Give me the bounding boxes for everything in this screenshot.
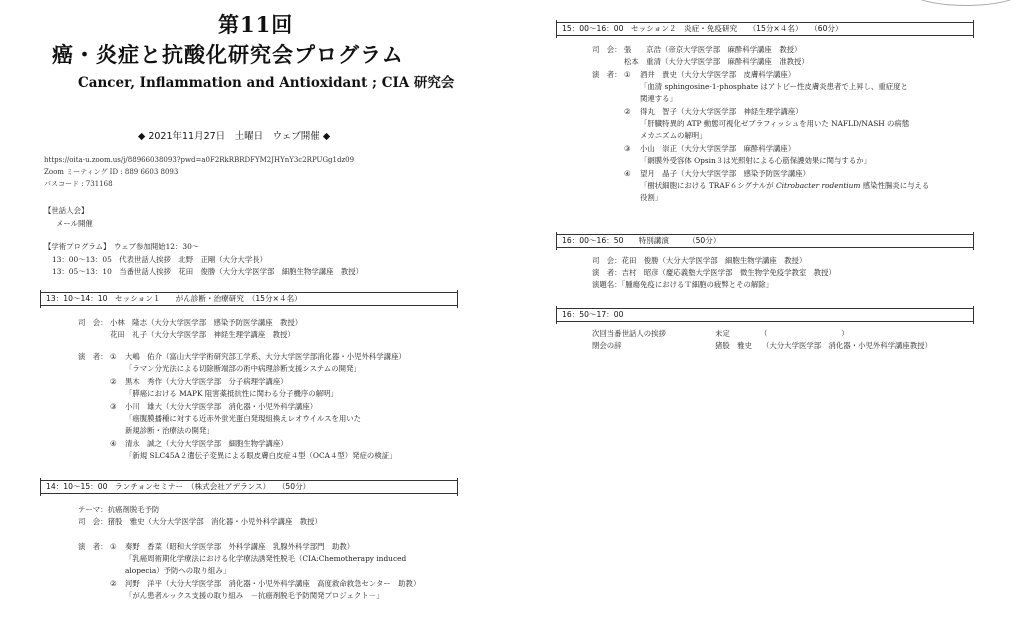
session1-talk-num: ③ [110, 402, 117, 411]
session1-chair-2: 花田 礼子（大分大学医学部 神経生理学講座 教授） [110, 330, 295, 339]
lunch-talk-speaker: 奏野 香菜（昭和大学医学部 外科学講座 乳腺外科学部門 助教） [125, 542, 355, 551]
session2-chair-label: 司 会： [592, 45, 622, 54]
session2-talk-title [640, 182, 929, 189]
lunch-chair: 司 会：猪股 雅史（大分大学医学部 消化器・小児外科学講座 教授） [78, 517, 322, 526]
session1-talk-num: ② [110, 377, 117, 386]
session1-bar-label: 13：10～14：10 セッション１ がん診断・治療研究 （15分×４名） [46, 294, 302, 303]
session1-talk-title: 「癌腹膜播種に対する近赤外蛍光蛋白発現組換えレオウイルスを用いた [125, 414, 362, 423]
zoom-url-link[interactable]: https://oita-u.zoom.us/j/88966038093?pwd=a0F2RkRBRDFYM2JHYnY3c2RPUGg1dz09 [44, 156, 355, 164]
lunch-talk-num: ① [110, 542, 117, 551]
session1-talk-title-cont: 新規診断・治療法の開発」 [125, 426, 214, 435]
page-title: 癌・炎症と抗酸化研究会プログラム [52, 42, 404, 67]
session2-talk-num: ③ [624, 144, 631, 153]
zoom-passcode: パスコード : 731168 [44, 180, 113, 188]
page-subtitle: Cancer, Inflammation and Antioxidant ; CIA 研究会 [78, 75, 455, 91]
session1-talk-title: 「ラマン分光法による切除断端部の術中病理診断支援システムの開発」 [125, 364, 361, 373]
program-heading: 【学術プログラム】 ウェブ参加開始12：30～ [44, 242, 200, 251]
session2-talk-title-part: 「樹状細胞における TRAF６シグナルが [640, 181, 777, 190]
session2-talk-num: ④ [624, 169, 631, 178]
session2-bar [556, 22, 974, 36]
lunch-talk-title: 「がん患者ルックス支援の取り組み －抗癌剤脱毛予防関発プロジェクト－」 [125, 591, 384, 600]
session2-talk-speaker: 望月 晶子（大分大学医学部 感染予防医学講座） [640, 169, 810, 178]
lunch-theme: テーマ：抗癌剤脱毛予防 [78, 505, 160, 514]
session1-speaker-label: 演 者： [78, 352, 108, 361]
zoom-meeting-id: Zoom ミーティング ID : 889 6603 8093 [44, 168, 179, 176]
session2-talk-title-part: 感染性腸炎に与える [860, 181, 930, 190]
session2-bar-label: 15：00～16：00 セッション２ 炎症・免疫研究 （15分×４名） （60分） [562, 24, 843, 33]
session1-chair-label: 司 会： [78, 318, 108, 327]
session1-talk-num: ① [110, 352, 117, 361]
special-speaker: 演 者：吉村 昭彦（慶応義塾大学医学部 微生物学免疫学教室 教授） [592, 268, 836, 277]
session2-talk-num: ② [624, 107, 631, 116]
session2-talk-num: ① [624, 70, 631, 79]
lunch-talk-title: 「乳癌周術期化学療法における化学療法誘発性脱毛（CIA:Chemotherapy induced [125, 554, 407, 563]
session2-chair-2: 松本 重清（大分大学医学部 麻酔科学講座 准教授） [624, 57, 809, 66]
session2-talk-speaker: 小山 崇正（大分大学医学部 麻酔科学講座） [640, 144, 796, 153]
opening-remark-1: 13：00～13：05 代表世話人挨拶 北野 正剛（大分大学長） [52, 255, 267, 264]
special-chair: 司 会：花田 俊勝（大分大学医学部 細胞生物学講座 教授） [592, 256, 807, 265]
session1-talk-title: 「膵癌における MAPK 阻害薬抵抗性に関わる分子機序の解明」 [125, 389, 338, 398]
session1-talk-speaker: 小川 雄大（大分大学医学部 消化器・小児外科学講座） [125, 402, 318, 411]
session2-talk-speaker: 酒井 貴史（大分大学医学部 皮膚科学講座） [640, 70, 796, 79]
special-topic: 演題名：「腫瘍免疫におけるＴ細胞の疲弊とその解除」 [592, 280, 774, 289]
session2-talk-title-cont: 関連する」 [640, 94, 677, 103]
special-bar [556, 234, 974, 248]
lunch-talk-speaker: 河野 洋平（大分大学医学部 消化器・小児外科学講座 高度救命救急センター 助教） [125, 579, 421, 588]
session2-talk-title: 「血清 sphingosine-1-phosphate はアトピー性皮膚炎患者で上昇し、重症度と [640, 82, 908, 91]
closing-bar [556, 308, 974, 322]
event-date: ◆ 2021年11月27日 土曜日 ウェブ開催 ◆ [138, 131, 331, 142]
session1-talk-title: 「新規 SLC45A２遺伝子変異による眼皮膚白皮症４型（OCA４型）発症の検証」 [125, 451, 397, 460]
opening-remark-2: 13：05～13：10 当番世話人挨拶 花田 俊勝（大分大学医学部 細胞生物学講座 教授） [52, 267, 364, 276]
sewanin-heading: 【世話人会】 [44, 206, 89, 215]
session2-talk-title-cont: メカニズムの解明」 [640, 131, 707, 140]
session1-talk-num: ④ [110, 439, 117, 448]
session2-speaker-label: 演 者： [592, 70, 622, 79]
decorative-arc [905, 0, 1024, 6]
session2-talk-title-species: Citrobacter rodentium [776, 181, 861, 190]
lunch-talk-num: ② [110, 579, 117, 588]
session2-talk-title: 「網膜外受容体 Opsin３は光照射による心筋保護効果に関与するか」 [640, 156, 871, 165]
closing-next-host-label: 次回当番世話人の挨拶 [592, 329, 666, 338]
session1-talk-speaker: 大嶋 佑介（富山大学学術研究部工学系、大分大学医学部消化器・小児外科学講座） [125, 352, 406, 361]
closing-next-host-name: 未定 [715, 329, 730, 338]
closing-remarks-name: 猪股 雅史 [715, 341, 752, 350]
session2-talk-speaker: 得丸 智子（大分大学医学部 神経生理学講座） [640, 107, 803, 116]
session2-talk-title: 「肝臓特異的 ATP 動態可視化ゼブラフィッシュを用いた NAFLD/NASH の病態 [640, 119, 910, 128]
lunch-speaker-label: 演 者： [78, 542, 108, 551]
closing-remarks-affiliation: （大分大学医学部 消化器・小児外科学講座教授） [762, 341, 932, 350]
special-bar-label: 16：00～16：50 特別講演 （50分） [562, 236, 721, 245]
closing-remarks-label: 閉会の辞 [592, 341, 622, 350]
sewanin-item: メール開催 [56, 219, 93, 228]
session1-bar [40, 292, 458, 306]
title-session-number: 第11回 [218, 12, 294, 37]
session1-talk-speaker: 黒木 秀作（大分大学医学部 分子病理学講座） [125, 377, 288, 386]
closing-next-host-affiliation: （ ） [760, 329, 849, 338]
session2-talk-title-cont: 役割」 [640, 193, 663, 202]
closing-bar-label: 16：50～17：00 [562, 310, 624, 319]
lunch-bar-label: 14：10～15：00 ランチョンセミナー （株式会社アデランス） （50分） [46, 482, 311, 491]
session1-talk-speaker: 清永 誠之（大分大学医学部 細胞生物学講座） [125, 439, 288, 448]
lunch-talk-title-cont: alopecia）予防への取り組み」 [125, 566, 231, 575]
session2-chair-1: 張 京浩（帝京大学医学部 麻酔科学講座 教授） [624, 45, 802, 54]
lunch-bar [40, 480, 458, 494]
session1-chair-1: 小林 隆志（大分大学医学部 感染予防医学講座 教授） [110, 318, 303, 327]
